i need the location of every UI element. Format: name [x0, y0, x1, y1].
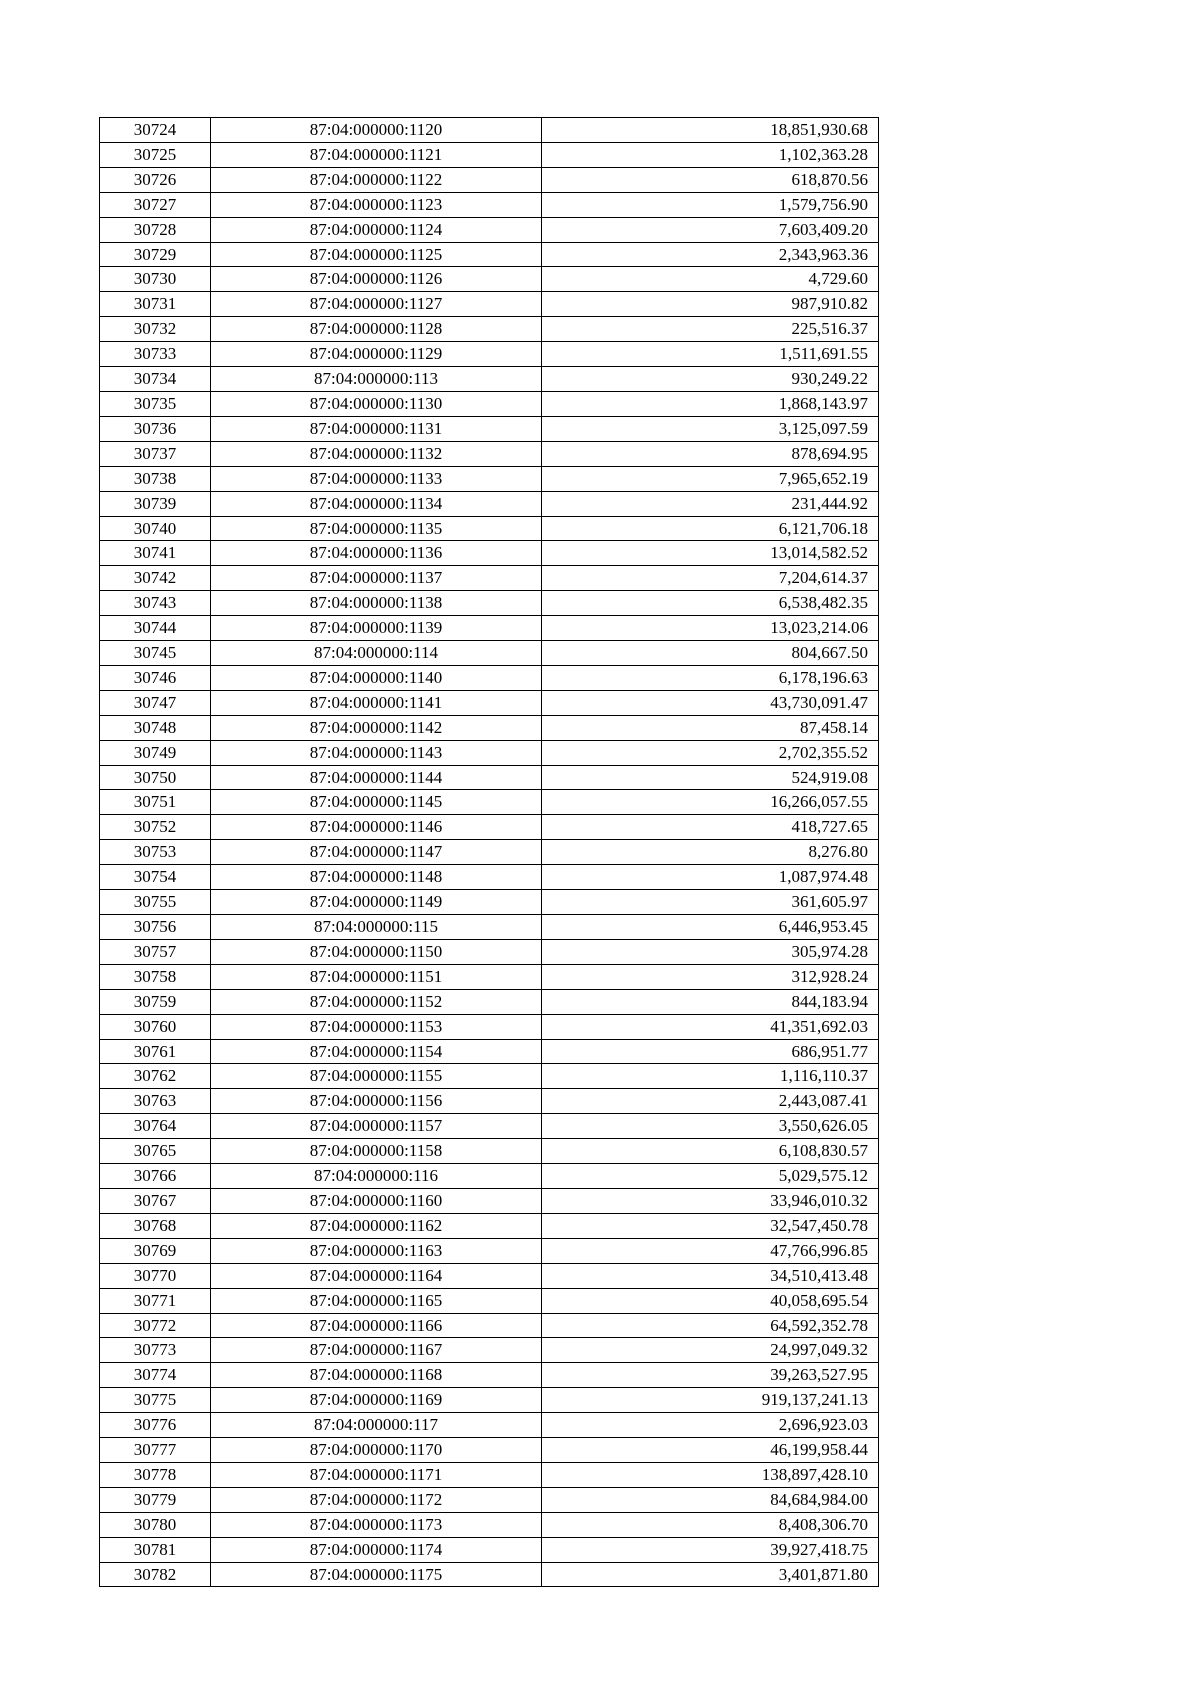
row-number-cell: 30754 [100, 865, 211, 890]
cadastral-number-cell: 87:04:000000:1157 [211, 1114, 542, 1139]
table-row [100, 840, 879, 865]
row-number-cell: 30741 [100, 541, 211, 566]
row-number-cell: 30771 [100, 1288, 211, 1313]
cadastral-number-cell: 87:04:000000:113 [211, 367, 542, 392]
row-number-cell: 30724 [100, 118, 211, 143]
cadastral-value-cell: 64,592,352.78 [542, 1313, 879, 1338]
cadastral-number-cell: 87:04:000000:1128 [211, 317, 542, 342]
table-row [100, 665, 879, 690]
table-row [100, 1512, 879, 1537]
cadastral-number-cell: 87:04:000000:1129 [211, 342, 542, 367]
cadastral-value-cell: 3,401,871.80 [542, 1562, 879, 1587]
cadastral-value-cell: 7,965,652.19 [542, 466, 879, 491]
cadastral-value-cell: 225,516.37 [542, 317, 879, 342]
cadastral-number-cell: 87:04:000000:1136 [211, 541, 542, 566]
row-number-cell: 30765 [100, 1139, 211, 1164]
cadastral-number-cell: 87:04:000000:1174 [211, 1537, 542, 1562]
table-row [100, 1363, 879, 1388]
row-number-cell: 30735 [100, 391, 211, 416]
table-row [100, 890, 879, 915]
row-number-cell: 30726 [100, 167, 211, 192]
row-number-cell: 30768 [100, 1213, 211, 1238]
cadastral-value-cell: 987,910.82 [542, 292, 879, 317]
cadastral-number-cell: 87:04:000000:1124 [211, 217, 542, 242]
row-number-cell: 30756 [100, 915, 211, 940]
row-number-cell: 30755 [100, 890, 211, 915]
cadastral-value-cell: 6,108,830.57 [542, 1139, 879, 1164]
cadastral-number-cell: 87:04:000000:1133 [211, 466, 542, 491]
row-number-cell: 30763 [100, 1089, 211, 1114]
cadastral-number-cell: 87:04:000000:1146 [211, 815, 542, 840]
table-row [100, 242, 879, 267]
row-number-cell: 30757 [100, 939, 211, 964]
table-row [100, 267, 879, 292]
cadastral-number-cell: 87:04:000000:1127 [211, 292, 542, 317]
cadastral-value-cell: 361,605.97 [542, 890, 879, 915]
row-number-cell: 30729 [100, 242, 211, 267]
cadastral-value-cell: 13,023,214.06 [542, 616, 879, 641]
table-row [100, 217, 879, 242]
cadastral-value-cell: 312,928.24 [542, 964, 879, 989]
row-number-cell: 30779 [100, 1487, 211, 1512]
row-number-cell: 30732 [100, 317, 211, 342]
cadastral-value-cell: 8,276.80 [542, 840, 879, 865]
table-row [100, 641, 879, 666]
cadastral-value-cell: 41,351,692.03 [542, 1014, 879, 1039]
cadastral-number-cell: 87:04:000000:1155 [211, 1064, 542, 1089]
cadastral-value-cell: 16,266,057.55 [542, 790, 879, 815]
table-row [100, 1114, 879, 1139]
cadastral-value-cell: 930,249.22 [542, 367, 879, 392]
row-number-cell: 30750 [100, 765, 211, 790]
table-body [100, 118, 879, 1587]
row-number-cell: 30730 [100, 267, 211, 292]
row-number-cell: 30752 [100, 815, 211, 840]
table-row [100, 516, 879, 541]
row-number-cell: 30733 [100, 342, 211, 367]
cadastral-number-cell: 87:04:000000:1142 [211, 715, 542, 740]
cadastral-value-cell: 138,897,428.10 [542, 1462, 879, 1487]
cadastral-number-cell: 87:04:000000:1130 [211, 391, 542, 416]
cadastral-number-cell: 87:04:000000:1125 [211, 242, 542, 267]
table-row [100, 1213, 879, 1238]
table-row [100, 142, 879, 167]
cadastral-value-cell: 878,694.95 [542, 441, 879, 466]
cadastral-value-cell: 7,603,409.20 [542, 217, 879, 242]
table-row [100, 1039, 879, 1064]
row-number-cell: 30728 [100, 217, 211, 242]
row-number-cell: 30770 [100, 1263, 211, 1288]
cadastral-value-cell: 1,087,974.48 [542, 865, 879, 890]
row-number-cell: 30780 [100, 1512, 211, 1537]
row-number-cell: 30739 [100, 491, 211, 516]
table-row [100, 915, 879, 940]
table-row [100, 1388, 879, 1413]
cadastral-number-cell: 87:04:000000:1121 [211, 142, 542, 167]
cadastral-number-cell: 87:04:000000:1150 [211, 939, 542, 964]
cadastral-number-cell: 87:04:000000:1165 [211, 1288, 542, 1313]
cadastral-value-cell: 6,446,953.45 [542, 915, 879, 940]
table-row [100, 740, 879, 765]
cadastral-value-cell: 39,263,527.95 [542, 1363, 879, 1388]
table-row [100, 192, 879, 217]
table-row [100, 1064, 879, 1089]
table-row [100, 815, 879, 840]
table-row [100, 391, 879, 416]
cadastral-value-cell: 2,702,355.52 [542, 740, 879, 765]
cadastral-value-table [99, 117, 879, 1587]
cadastral-value-cell: 32,547,450.78 [542, 1213, 879, 1238]
table-row [100, 865, 879, 890]
cadastral-value-cell: 804,667.50 [542, 641, 879, 666]
cadastral-value-cell: 618,870.56 [542, 167, 879, 192]
row-number-cell: 30758 [100, 964, 211, 989]
row-number-cell: 30740 [100, 516, 211, 541]
cadastral-value-cell: 34,510,413.48 [542, 1263, 879, 1288]
cadastral-number-cell: 87:04:000000:114 [211, 641, 542, 666]
row-number-cell: 30778 [100, 1462, 211, 1487]
cadastral-value-cell: 1,116,110.37 [542, 1064, 879, 1089]
table-row [100, 342, 879, 367]
row-number-cell: 30781 [100, 1537, 211, 1562]
table-row [100, 1164, 879, 1189]
cadastral-value-cell: 2,696,923.03 [542, 1413, 879, 1438]
cadastral-number-cell: 87:04:000000:1145 [211, 790, 542, 815]
cadastral-number-cell: 87:04:000000:1139 [211, 616, 542, 641]
row-number-cell: 30766 [100, 1164, 211, 1189]
table-row [100, 1313, 879, 1338]
cadastral-number-cell: 87:04:000000:1168 [211, 1363, 542, 1388]
table-row [100, 317, 879, 342]
cadastral-value-cell: 33,946,010.32 [542, 1188, 879, 1213]
cadastral-value-cell: 1,102,363.28 [542, 142, 879, 167]
table-row [100, 1263, 879, 1288]
cadastral-value-cell: 84,684,984.00 [542, 1487, 879, 1512]
cadastral-value-cell: 524,919.08 [542, 765, 879, 790]
cadastral-value-cell: 6,178,196.63 [542, 665, 879, 690]
cadastral-number-cell: 87:04:000000:1158 [211, 1139, 542, 1164]
cadastral-number-cell: 87:04:000000:1126 [211, 267, 542, 292]
cadastral-number-cell: 87:04:000000:1137 [211, 566, 542, 591]
table-row [100, 441, 879, 466]
table-row [100, 690, 879, 715]
cadastral-number-cell: 87:04:000000:1166 [211, 1313, 542, 1338]
cadastral-number-cell: 87:04:000000:1140 [211, 665, 542, 690]
cadastral-value-cell: 844,183.94 [542, 989, 879, 1014]
table-row [100, 1413, 879, 1438]
cadastral-value-cell: 40,058,695.54 [542, 1288, 879, 1313]
table-row [100, 118, 879, 143]
cadastral-number-cell: 87:04:000000:1132 [211, 441, 542, 466]
table-row [100, 167, 879, 192]
cadastral-value-cell: 2,343,963.36 [542, 242, 879, 267]
cadastral-number-cell: 87:04:000000:1147 [211, 840, 542, 865]
row-number-cell: 30782 [100, 1562, 211, 1587]
table-row [100, 1089, 879, 1114]
cadastral-value-cell: 13,014,582.52 [542, 541, 879, 566]
cadastral-number-cell: 87:04:000000:1131 [211, 416, 542, 441]
cadastral-number-cell: 87:04:000000:115 [211, 915, 542, 940]
table-row [100, 1188, 879, 1213]
row-number-cell: 30775 [100, 1388, 211, 1413]
table-row [100, 367, 879, 392]
row-number-cell: 30764 [100, 1114, 211, 1139]
cadastral-number-cell: 87:04:000000:1152 [211, 989, 542, 1014]
cadastral-number-cell: 87:04:000000:1149 [211, 890, 542, 915]
row-number-cell: 30749 [100, 740, 211, 765]
row-number-cell: 30751 [100, 790, 211, 815]
cadastral-value-cell: 686,951.77 [542, 1039, 879, 1064]
table-row [100, 765, 879, 790]
cadastral-value-cell: 8,408,306.70 [542, 1512, 879, 1537]
table-row [100, 541, 879, 566]
table-row [100, 566, 879, 591]
table-row [100, 939, 879, 964]
cadastral-number-cell: 87:04:000000:1143 [211, 740, 542, 765]
cadastral-number-cell: 87:04:000000:1123 [211, 192, 542, 217]
row-number-cell: 30738 [100, 466, 211, 491]
table-row [100, 1014, 879, 1039]
row-number-cell: 30776 [100, 1413, 211, 1438]
cadastral-number-cell: 87:04:000000:1164 [211, 1263, 542, 1288]
cadastral-number-cell: 87:04:000000:1151 [211, 964, 542, 989]
table-row [100, 989, 879, 1014]
cadastral-value-cell: 2,443,087.41 [542, 1089, 879, 1114]
table-row [100, 491, 879, 516]
table-row [100, 1487, 879, 1512]
row-number-cell: 30736 [100, 416, 211, 441]
cadastral-value-cell: 47,766,996.85 [542, 1238, 879, 1263]
cadastral-number-cell: 87:04:000000:1122 [211, 167, 542, 192]
table-row [100, 466, 879, 491]
table-row [100, 1462, 879, 1487]
cadastral-number-cell: 87:04:000000:1156 [211, 1089, 542, 1114]
table-row [100, 1288, 879, 1313]
table-row [100, 964, 879, 989]
cadastral-value-cell: 87,458.14 [542, 715, 879, 740]
table-row [100, 1438, 879, 1463]
cadastral-number-cell: 87:04:000000:117 [211, 1413, 542, 1438]
cadastral-number-cell: 87:04:000000:116 [211, 1164, 542, 1189]
cadastral-number-cell: 87:04:000000:1154 [211, 1039, 542, 1064]
cadastral-number-cell: 87:04:000000:1171 [211, 1462, 542, 1487]
row-number-cell: 30743 [100, 591, 211, 616]
row-number-cell: 30777 [100, 1438, 211, 1463]
table-row [100, 416, 879, 441]
cadastral-value-cell: 24,997,049.32 [542, 1338, 879, 1363]
row-number-cell: 30773 [100, 1338, 211, 1363]
cadastral-value-cell: 6,121,706.18 [542, 516, 879, 541]
table-row [100, 1562, 879, 1587]
cadastral-number-cell: 87:04:000000:1172 [211, 1487, 542, 1512]
row-number-cell: 30760 [100, 1014, 211, 1039]
cadastral-number-cell: 87:04:000000:1135 [211, 516, 542, 541]
row-number-cell: 30762 [100, 1064, 211, 1089]
row-number-cell: 30747 [100, 690, 211, 715]
row-number-cell: 30772 [100, 1313, 211, 1338]
table-row [100, 591, 879, 616]
row-number-cell: 30746 [100, 665, 211, 690]
row-number-cell: 30725 [100, 142, 211, 167]
cadastral-value-cell: 3,550,626.05 [542, 1114, 879, 1139]
cadastral-number-cell: 87:04:000000:1160 [211, 1188, 542, 1213]
cadastral-value-cell: 919,137,241.13 [542, 1388, 879, 1413]
cadastral-value-cell: 18,851,930.68 [542, 118, 879, 143]
cadastral-number-cell: 87:04:000000:1170 [211, 1438, 542, 1463]
cadastral-value-cell: 46,199,958.44 [542, 1438, 879, 1463]
row-number-cell: 30731 [100, 292, 211, 317]
cadastral-value-cell: 1,868,143.97 [542, 391, 879, 416]
cadastral-value-cell: 43,730,091.47 [542, 690, 879, 715]
cadastral-value-cell: 5,029,575.12 [542, 1164, 879, 1189]
row-number-cell: 30759 [100, 989, 211, 1014]
cadastral-value-cell: 4,729.60 [542, 267, 879, 292]
row-number-cell: 30774 [100, 1363, 211, 1388]
cadastral-number-cell: 87:04:000000:1120 [211, 118, 542, 143]
cadastral-value-cell: 6,538,482.35 [542, 591, 879, 616]
cadastral-number-cell: 87:04:000000:1148 [211, 865, 542, 890]
cadastral-number-cell: 87:04:000000:1134 [211, 491, 542, 516]
cadastral-number-cell: 87:04:000000:1138 [211, 591, 542, 616]
cadastral-value-cell: 418,727.65 [542, 815, 879, 840]
table-row [100, 616, 879, 641]
row-number-cell: 30744 [100, 616, 211, 641]
row-number-cell: 30767 [100, 1188, 211, 1213]
row-number-cell: 30753 [100, 840, 211, 865]
row-number-cell: 30734 [100, 367, 211, 392]
cadastral-number-cell: 87:04:000000:1153 [211, 1014, 542, 1039]
cadastral-number-cell: 87:04:000000:1167 [211, 1338, 542, 1363]
row-number-cell: 30769 [100, 1238, 211, 1263]
cadastral-value-cell: 39,927,418.75 [542, 1537, 879, 1562]
cadastral-value-cell: 1,579,756.90 [542, 192, 879, 217]
cadastral-value-cell: 231,444.92 [542, 491, 879, 516]
cadastral-number-cell: 87:04:000000:1141 [211, 690, 542, 715]
cadastral-value-cell: 1,511,691.55 [542, 342, 879, 367]
table-row [100, 1139, 879, 1164]
cadastral-value-cell: 7,204,614.37 [542, 566, 879, 591]
row-number-cell: 30748 [100, 715, 211, 740]
cadastral-number-cell: 87:04:000000:1175 [211, 1562, 542, 1587]
cadastral-number-cell: 87:04:000000:1169 [211, 1388, 542, 1413]
cadastral-number-cell: 87:04:000000:1144 [211, 765, 542, 790]
cadastral-number-cell: 87:04:000000:1162 [211, 1213, 542, 1238]
row-number-cell: 30761 [100, 1039, 211, 1064]
row-number-cell: 30742 [100, 566, 211, 591]
row-number-cell: 30727 [100, 192, 211, 217]
cadastral-value-cell: 3,125,097.59 [542, 416, 879, 441]
table-row [100, 715, 879, 740]
table-row [100, 292, 879, 317]
cadastral-number-cell: 87:04:000000:1163 [211, 1238, 542, 1263]
row-number-cell: 30745 [100, 641, 211, 666]
cadastral-value-cell: 305,974.28 [542, 939, 879, 964]
row-number-cell: 30737 [100, 441, 211, 466]
table-row [100, 790, 879, 815]
cadastral-number-cell: 87:04:000000:1173 [211, 1512, 542, 1537]
table-row [100, 1338, 879, 1363]
table-row [100, 1238, 879, 1263]
table-row [100, 1537, 879, 1562]
